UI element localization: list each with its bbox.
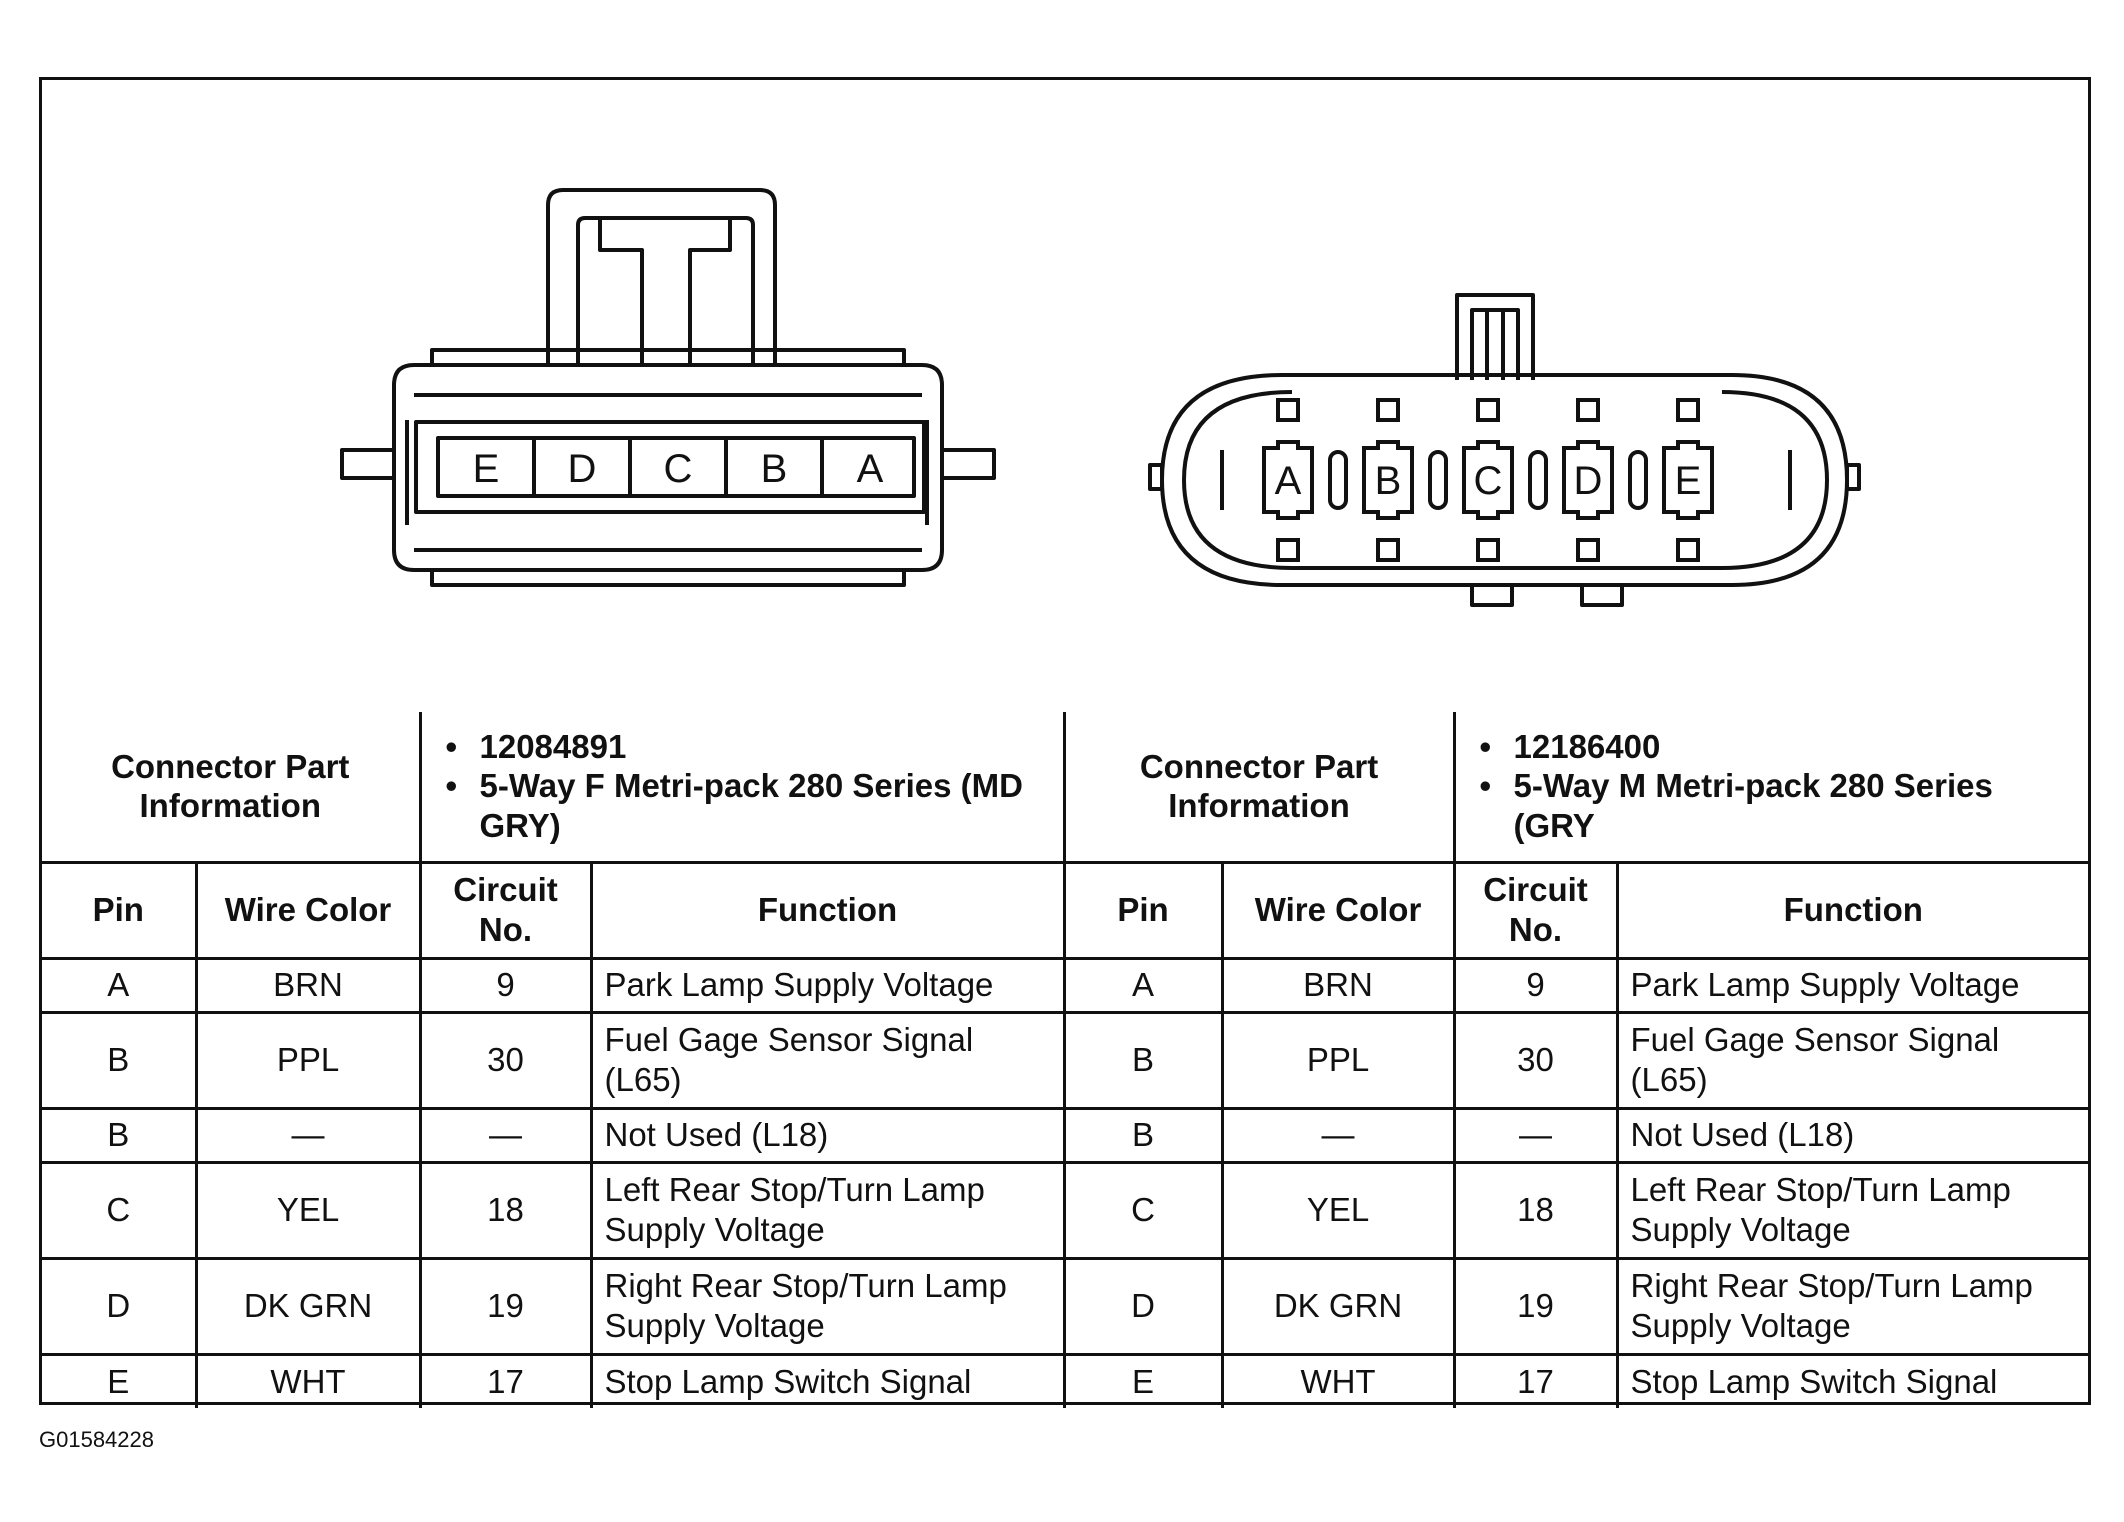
male-pin-label: B <box>1374 459 1402 503</box>
female-pin-label: B <box>760 447 788 491</box>
pin-cell: A <box>1064 958 1222 1012</box>
circuit-cell: 19 <box>420 1258 591 1354</box>
part-number: • 12186400 <box>1514 727 2077 767</box>
pin-cell: B <box>42 1108 196 1162</box>
wire-color-header: Wire Color <box>196 862 420 958</box>
male-pin-cells <box>1232 430 1812 530</box>
circuit-cell: 17 <box>420 1354 591 1408</box>
function-cell: Not Used (L18) <box>591 1108 1064 1162</box>
circuit-cell: 30 <box>420 1012 591 1108</box>
wire-color-cell: DK GRN <box>196 1258 420 1354</box>
pin-cell: B <box>1064 1012 1222 1108</box>
pin-cell: B <box>42 1012 196 1108</box>
function-cell: Not Used (L18) <box>1617 1108 2088 1162</box>
circuit-header: Circuit No. <box>420 862 591 958</box>
female-pin-label: D <box>567 447 597 491</box>
table-row <box>42 1354 2088 1408</box>
connector-drawings <box>42 80 2088 712</box>
wire-color-cell: BRN <box>1222 958 1454 1012</box>
function-cell: Right Rear Stop/Turn Lamp Supply Voltage <box>591 1258 1064 1354</box>
circuit-cell: 30 <box>1454 1012 1617 1108</box>
wire-color-cell: WHT <box>1222 1354 1454 1408</box>
wire-color-header: Wire Color <box>1222 862 1454 958</box>
wire-color-cell: DK GRN <box>1222 1258 1454 1354</box>
function-cell: Park Lamp Supply Voltage <box>1617 958 2088 1012</box>
table-row <box>42 1162 2088 1258</box>
wire-color-cell: WHT <box>196 1354 420 1408</box>
male-pin-label: D <box>1573 459 1603 503</box>
connector-info-label: Connector Part Information <box>1064 712 1454 862</box>
function-cell: Park Lamp Supply Voltage <box>591 958 1064 1012</box>
circuit-header: Circuit No. <box>1454 862 1617 958</box>
table-row <box>42 1258 2088 1354</box>
table-row <box>42 1012 2088 1108</box>
circuit-cell: 19 <box>1454 1258 1617 1354</box>
function-cell: Left Rear Stop/Turn Lamp Supply Voltage <box>1617 1162 2088 1258</box>
circuit-cell: 17 <box>1454 1354 1617 1408</box>
circuit-cell: 18 <box>420 1162 591 1258</box>
connector-info-row <box>42 712 2088 862</box>
wire-color-cell: BRN <box>196 958 420 1012</box>
function-cell: Stop Lamp Switch Signal <box>1617 1354 2088 1408</box>
pin-header: Pin <box>1064 862 1222 958</box>
connector-figure <box>39 77 2091 1405</box>
connector-info-value <box>1454 712 2088 862</box>
function-cell: Stop Lamp Switch Signal <box>591 1354 1064 1408</box>
function-header: Function <box>591 862 1064 958</box>
function-cell: Left Rear Stop/Turn Lamp Supply Voltage <box>591 1162 1064 1258</box>
male-pin-label: A <box>1274 459 1302 503</box>
table-row <box>42 1108 2088 1162</box>
function-cell: Fuel Gage Sensor Signal (L65) <box>591 1012 1064 1108</box>
pin-cell: D <box>42 1258 196 1354</box>
pin-cell: C <box>1064 1162 1222 1258</box>
female-pin-label: C <box>663 447 693 491</box>
figure-id: G01584228 <box>39 1427 154 1452</box>
circuit-cell: — <box>420 1108 591 1162</box>
wire-color-cell: — <box>1222 1108 1454 1162</box>
connector-info-label: Connector Part Information <box>42 712 420 862</box>
female-pin-label: A <box>856 447 884 491</box>
connector-description: • 5-Way F Metri-pack 280 Series (MD GRY) <box>480 766 1051 845</box>
wire-color-cell: YEL <box>196 1162 420 1258</box>
pin-header: Pin <box>42 862 196 958</box>
circuit-cell: — <box>1454 1108 1617 1162</box>
function-cell: Right Rear Stop/Turn Lamp Supply Voltage <box>1617 1258 2088 1354</box>
pin-cell: C <box>42 1162 196 1258</box>
function-header: Function <box>1617 862 2088 958</box>
wire-color-cell: PPL <box>1222 1012 1454 1108</box>
connector-info-value <box>420 712 1064 862</box>
pinout-table <box>42 712 2088 1408</box>
male-pin-label: C <box>1473 459 1503 503</box>
pin-cell: A <box>42 958 196 1012</box>
wire-color-cell: PPL <box>196 1012 420 1108</box>
table-row <box>42 958 2088 1012</box>
circuit-cell: 9 <box>1454 958 1617 1012</box>
wire-color-cell: YEL <box>1222 1162 1454 1258</box>
wire-color-cell: — <box>196 1108 420 1162</box>
pin-cell: B <box>1064 1108 1222 1162</box>
connector-description: • 5-Way M Metri-pack 280 Series (GRY <box>1514 766 2077 845</box>
circuit-cell: 18 <box>1454 1162 1617 1258</box>
column-header-row <box>42 862 2088 958</box>
pin-cell: E <box>1064 1354 1222 1408</box>
part-number: • 12084891 <box>480 727 1051 767</box>
pin-cell: E <box>42 1354 196 1408</box>
pin-cell: D <box>1064 1258 1222 1354</box>
male-pin-label: E <box>1674 459 1702 503</box>
circuit-cell: 9 <box>420 958 591 1012</box>
female-connector-drawing <box>342 190 994 585</box>
female-pin-label: E <box>472 447 500 491</box>
function-cell: Fuel Gage Sensor Signal (L65) <box>1617 1012 2088 1108</box>
